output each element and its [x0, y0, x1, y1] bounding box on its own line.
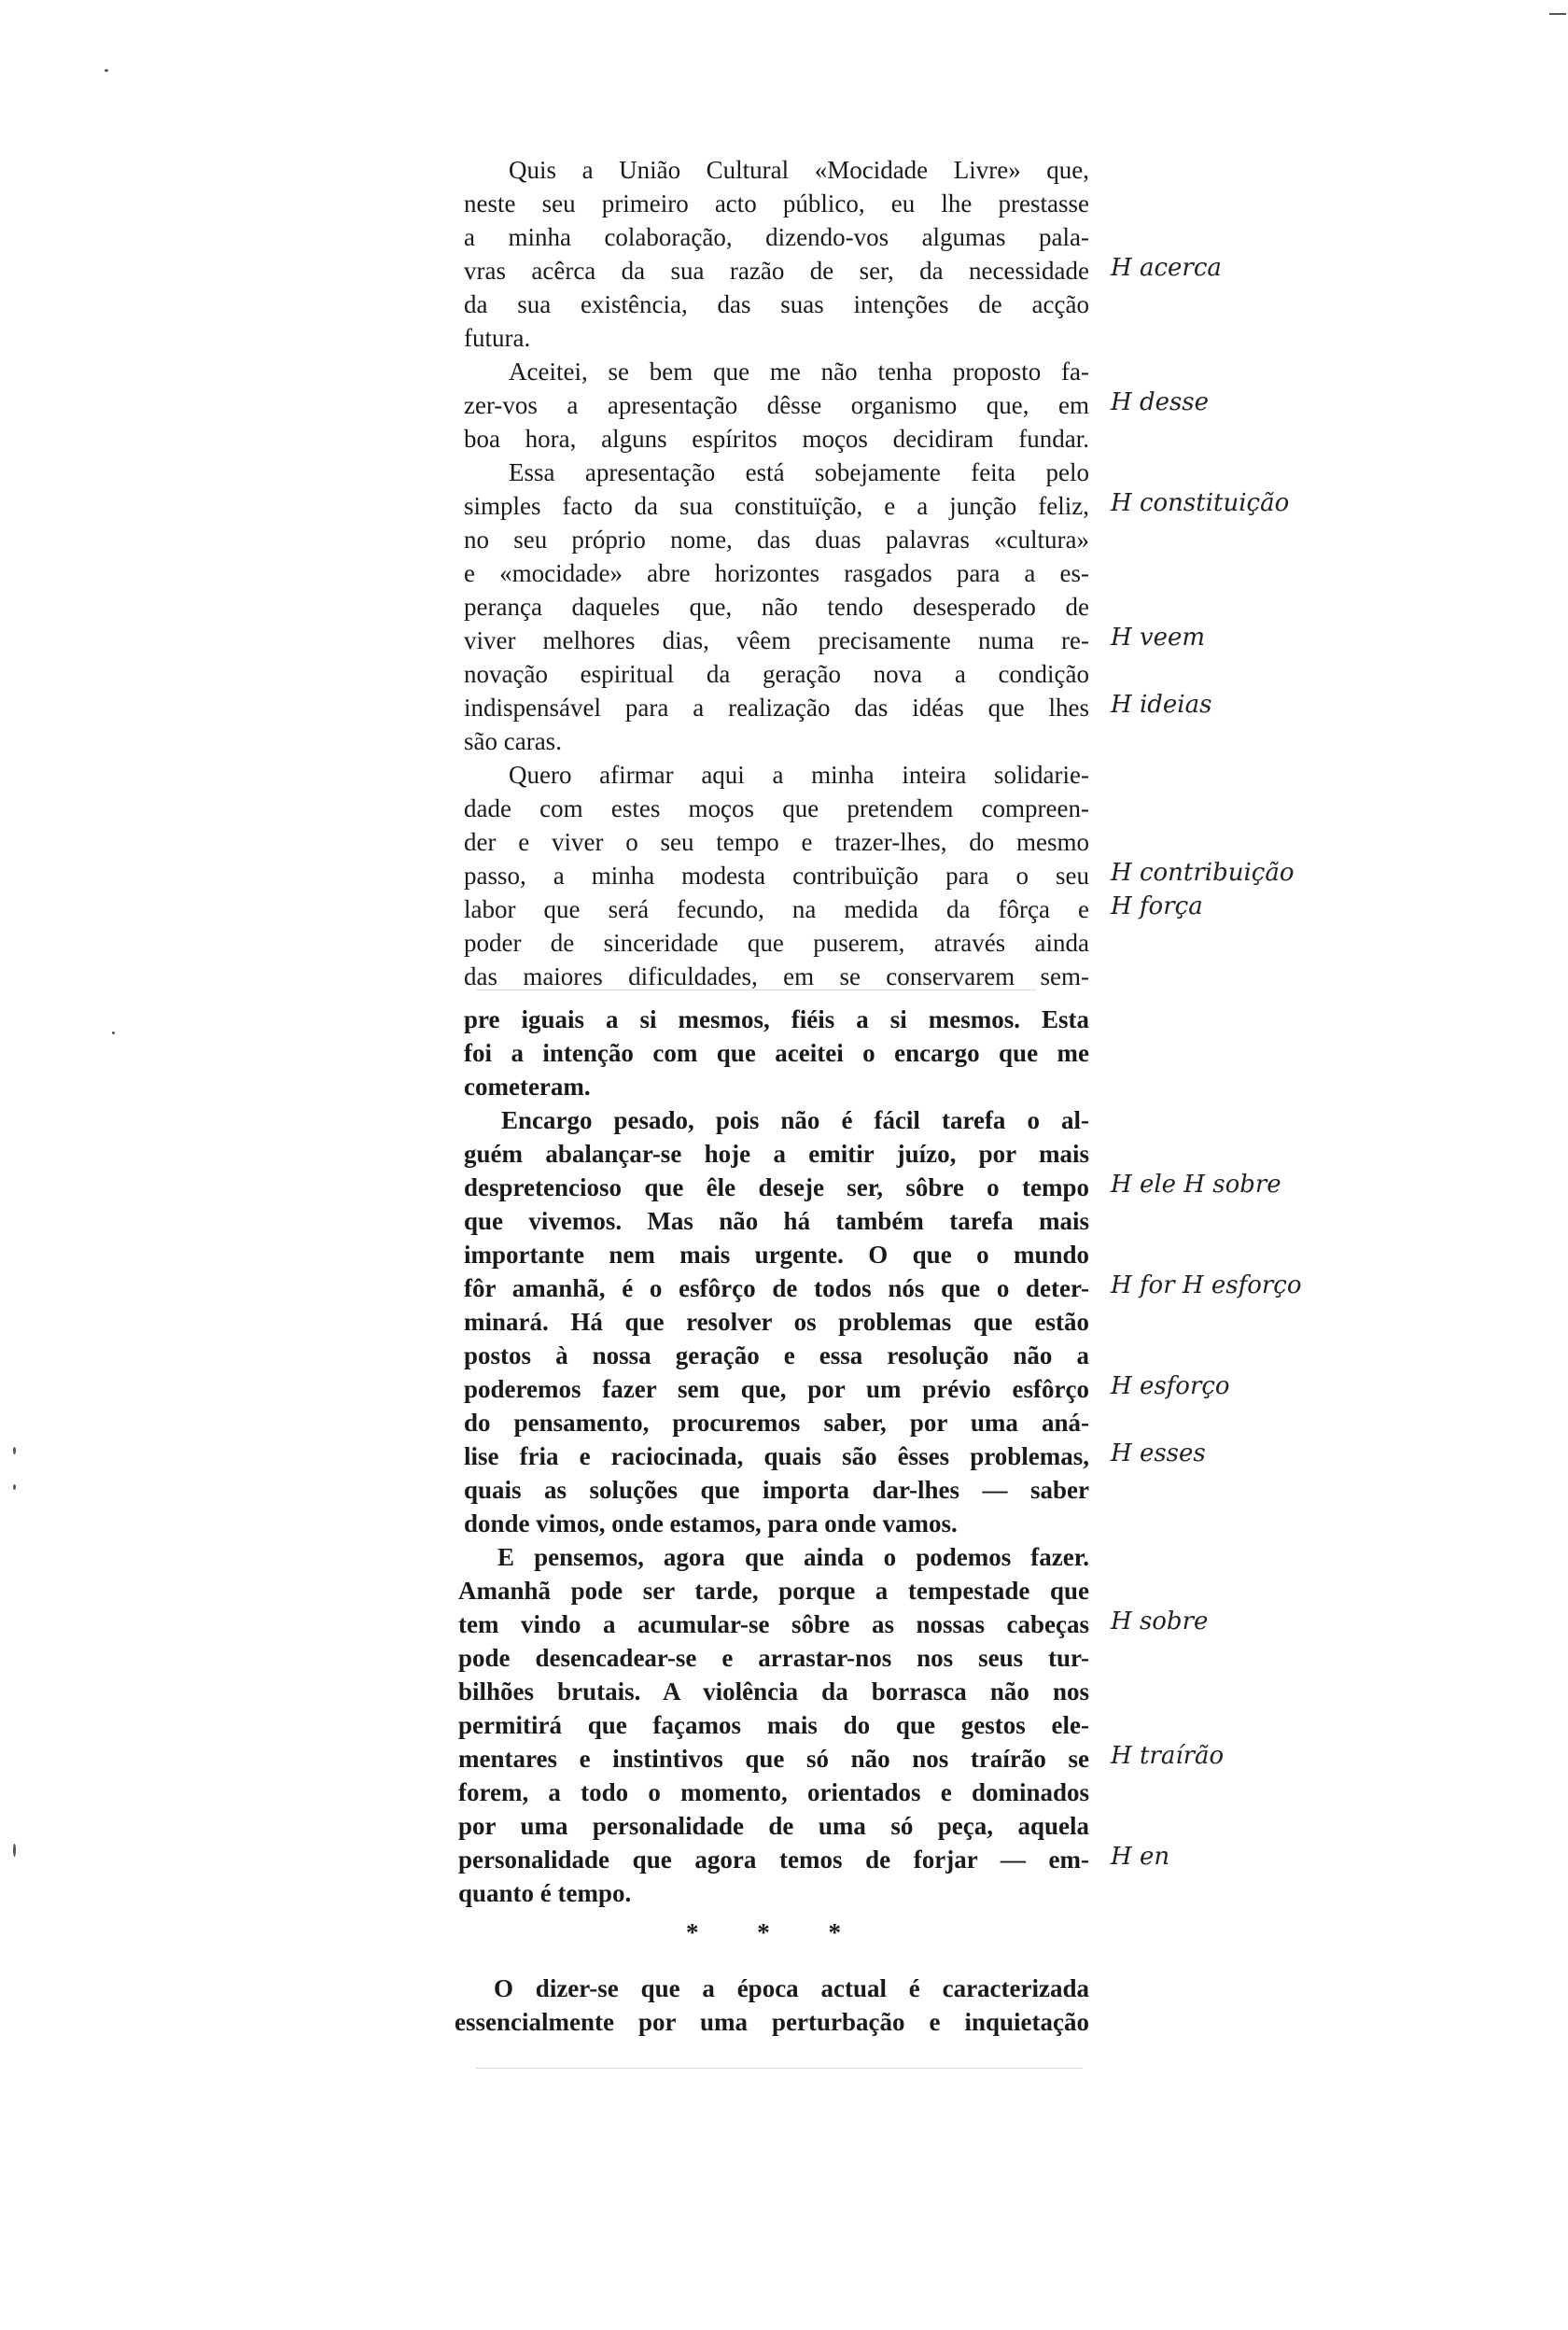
- text-line: tem vindo a acumular-se sôbre as nossas cabeças: [458, 1610, 1089, 1638]
- text-line: foi a intenção com que aceitei o encargo que me: [464, 1039, 1089, 1067]
- marginal-note: H traírão: [1111, 1742, 1225, 1770]
- text-line: passo, a minha modesta contribuïção para o seu: [464, 862, 1089, 890]
- marginal-note: H acerca: [1111, 254, 1222, 282]
- text-line: guém abalançar-se hoje a emitir juízo, por mais: [464, 1140, 1089, 1168]
- faint-rule: [476, 2068, 1083, 2069]
- text-line: no seu próprio nome, das duas palavras «cultura»: [464, 526, 1089, 554]
- text-line: a minha colaboração, dizendo-vos algumas pala-: [464, 223, 1089, 251]
- text-line: novação espiritual da geração nova a condição: [464, 660, 1089, 688]
- text-line: permitirá que façamos mais do que gestos ele-: [458, 1711, 1089, 1739]
- text-line: viver melhores dias, vêem precisamente numa re-: [464, 626, 1089, 654]
- marginal-note: H ideias: [1111, 691, 1212, 719]
- text-line: forem, a todo o momento, orientados e dominados: [458, 1778, 1089, 1806]
- text-line: despretencioso que êle deseje ser, sôbre o tempo: [464, 1173, 1089, 1201]
- text-line: poder de sinceridade que puserem, através ainda: [464, 929, 1089, 957]
- text-line: donde vimos, onde estamos, para onde vamos.: [464, 1509, 958, 1537]
- text-line: neste seu primeiro acto público, eu lhe prestasse: [464, 189, 1089, 218]
- marginal-note: H en: [1111, 1843, 1170, 1871]
- marginal-note: H ele H sobre: [1111, 1171, 1281, 1199]
- marginal-note: H esses: [1111, 1439, 1206, 1467]
- text-line: labor que será fecundo, na medida da fôrça e: [464, 895, 1089, 923]
- scan-speck: [1549, 13, 1566, 15]
- marginal-note: H contribuição: [1111, 859, 1295, 887]
- marginal-note: H sobre: [1111, 1607, 1209, 1635]
- text-line: dade com estes moços que pretendem compreen-: [464, 794, 1089, 822]
- marginal-note: H esforço: [1111, 1372, 1230, 1400]
- text-line: da sua existência, das suas intenções de acção: [464, 290, 1089, 318]
- text-line: essencialmente por uma perturbação e inquietação: [455, 2008, 1089, 2036]
- text-line: lise fria e raciocinada, quais são êsses problemas,: [464, 1442, 1089, 1470]
- text-line: boa hora, alguns espíritos moços decidiram fundar.: [464, 425, 1089, 453]
- text-line: poderemos fazer sem que, por um prévio esfôrço: [464, 1375, 1089, 1403]
- text-line: perança daqueles que, não tendo desesperado de: [464, 593, 1089, 621]
- text-line: der e viver o seu tempo e trazer-lhes, do mesmo: [464, 828, 1089, 856]
- scan-speck: [13, 1447, 16, 1454]
- text-line: bilhões brutais. A violência da borrasca não nos: [458, 1677, 1089, 1705]
- text-line: personalidade que agora temos de forjar — em-: [458, 1846, 1089, 1874]
- text-line: O dizer-se que a época actual é caracterizada: [494, 1974, 1089, 2002]
- text-line: quais as soluções que importa dar-lhes — saber: [464, 1476, 1089, 1504]
- text-line: Encargo pesado, pois não é fácil tarefa o al-: [501, 1106, 1089, 1134]
- text-line: que vivemos. Mas não há também tarefa mais: [464, 1207, 1089, 1235]
- scan-speck: [105, 69, 108, 72]
- text-line: simples facto da sua constituïção, e a junção feliz,: [464, 492, 1089, 520]
- text-line: zer-vos a apresentação dêsse organismo que, em: [464, 391, 1089, 419]
- marginal-note: H veem: [1111, 624, 1206, 652]
- text-line: Quis a União Cultural «Mocidade Livre» que,: [509, 156, 1089, 184]
- text-line: indispensável para a realização das idéas que lhes: [464, 694, 1089, 722]
- text-line: Essa apresentação está sobejamente feita pelo: [509, 458, 1089, 486]
- marginal-note: H desse: [1111, 388, 1210, 416]
- text-line: postos à nossa geração e essa resolução não a: [464, 1341, 1089, 1369]
- text-line: minará. Há que resolver os problemas que estão: [464, 1308, 1089, 1336]
- marginal-note: H for H esforço: [1111, 1271, 1302, 1299]
- text-line: fôr amanhã, é o esfôrço de todos nós que o deter-: [464, 1274, 1089, 1302]
- marginal-note: H força: [1111, 892, 1203, 920]
- text-line: cometeram.: [464, 1073, 591, 1101]
- text-line: das maiores dificuldades, em se conservarem sem-: [464, 962, 1089, 990]
- text-line: E pensemos, agora que ainda o podemos fazer.: [497, 1543, 1089, 1571]
- text-line: quanto é tempo.: [458, 1879, 632, 1907]
- text-line: do pensamento, procuremos saber, por uma aná-: [464, 1409, 1089, 1437]
- text-line: por uma personalidade de uma só peça, aquela: [458, 1812, 1089, 1840]
- section-break: * * *: [686, 1918, 867, 1946]
- text-line: Amanhã pode ser tarde, porque a tempestade que: [458, 1577, 1089, 1605]
- text-line: futura.: [464, 324, 531, 352]
- text-line: mentares e instintivos que só não nos traírão se: [458, 1745, 1089, 1773]
- text-line: Aceitei, se bem que me não tenha proposto fa-: [509, 358, 1089, 386]
- marginal-note: H constituição: [1111, 489, 1290, 517]
- text-line: Quero afirmar aqui a minha inteira solidarie-: [509, 761, 1089, 789]
- text-line: vras acêrca da sua razão de ser, da necessidade: [464, 257, 1089, 285]
- text-line: importante nem mais urgente. O que o mundo: [464, 1241, 1089, 1269]
- text-line: e «mocidade» abre horizontes rasgados para a es-: [464, 559, 1089, 587]
- scan-speck: [13, 1844, 16, 1857]
- scan-speck: [13, 1484, 16, 1490]
- text-line: pode desencadear-se e arrastar-nos nos seus tur-: [458, 1644, 1089, 1672]
- text-line: pre iguais a si mesmos, fiéis a si mesmos. Esta: [464, 1005, 1089, 1033]
- scan-speck: [112, 1032, 115, 1034]
- text-line: são caras.: [464, 727, 562, 755]
